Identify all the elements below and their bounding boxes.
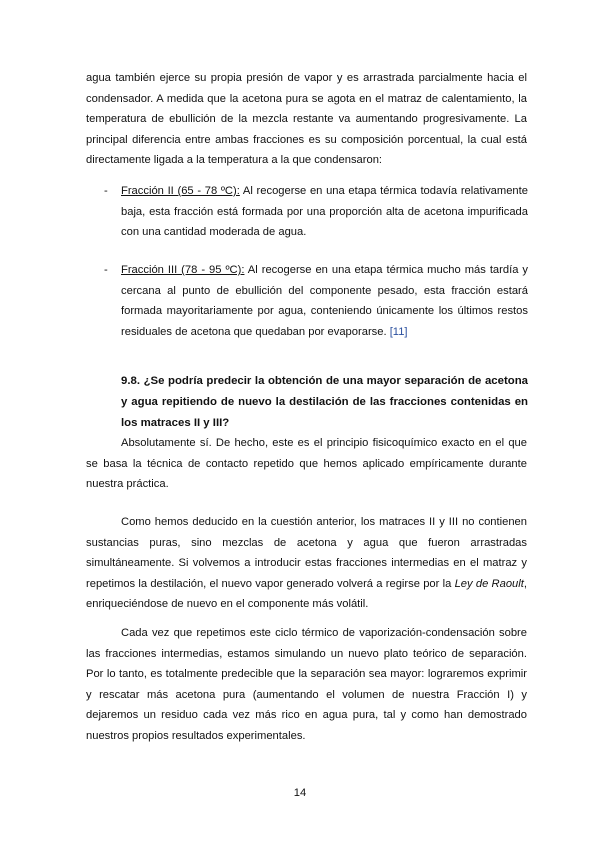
bullet-marker: - [104, 185, 108, 197]
paragraph-repetition: Cada vez que repetimos este ciclo térmico de vaporización-condensación sobre las fracciones intermedias, estamos simulando un nuevo plato teórico de separación. Por lo tanto, es totalmente predecible que la separación sea mayor: lograremos exprimir y rescatar más acetona pura (aumentando el volumen de nuestra Fracción I) y dejaremos un residuo cada vez más rico en agua pura, tal y como han demostrado nuestros propios resultados experimentales. [86, 627, 527, 742]
bullet-marker: - [104, 264, 108, 276]
fraction-2-label: Fracción II (65 - 78 ºC): [121, 185, 240, 197]
raoult-law-term: Ley de Raoult [454, 577, 524, 590]
paragraph-raoult [86, 512, 527, 615]
list-item-fraction-3 [121, 260, 528, 342]
citation-link[interactable]: [11] [389, 325, 408, 338]
list-item-fraction-2 [121, 181, 528, 243]
fraction-3-text: Al recogerse en una etapa térmica mucho más tardía y cercana al punto de ebullición del componente pesado, esta fracción estará formada mayoritariamente por agua, conteniendo únicamente los últimos restos residuales de acetona que quedaban por evaporarse. [121, 264, 528, 338]
raoult-text-before: Como hemos deducido en la cuestión anterior, los matraces II y III no contienen sustancias puras, sino mezclas de acetona y agua que fueron arrastradas simultáneamente. Si volvemos a introducir estas fracciones intermedias en el matraz y repetimos la destilación, el nuevo vapor generado volverá a regirse por la [86, 516, 527, 590]
raoult-text-after: , enriqueciéndose de nuevo en el componente más volátil. [86, 577, 527, 611]
paragraph-answer: Absolutamente sí. De hecho, este es el principio fisicoquímico exacto en el que se basa la técnica de contacto repetido que hemos aplicado empíricamente durante nuestra práctica. [86, 437, 527, 491]
page-number: 14 [293, 787, 307, 799]
paragraph-intro: agua también ejerce su propia presión de vapor y es arrastrada parcialmente hacia el condensador. A medida que la acetona pura se agota en el matraz de calentamiento, la temperatura de ebullición de la mezcla restante va aumentando progresivamente. La principal diferencia entre ambas fracciones es su composición porcentual, la cual está directamente ligada a la temperatura a la que condensaron: [86, 72, 527, 167]
section-heading: 9.8. ¿Se podría predecir la obtención de una mayor separación de acetona y agua repitiendo de nuevo la destilación de las fracciones contenidas en los matraces II y III? [121, 375, 528, 429]
fraction-3-label: Fracción III (78 - 95 ºC): [121, 264, 245, 276]
fraction-2-text: Al recogerse en una etapa térmica todavía relativamente baja, esta fracción está formada por una proporción alta de acetona impurificada con una cantidad moderada de agua. [121, 185, 528, 239]
